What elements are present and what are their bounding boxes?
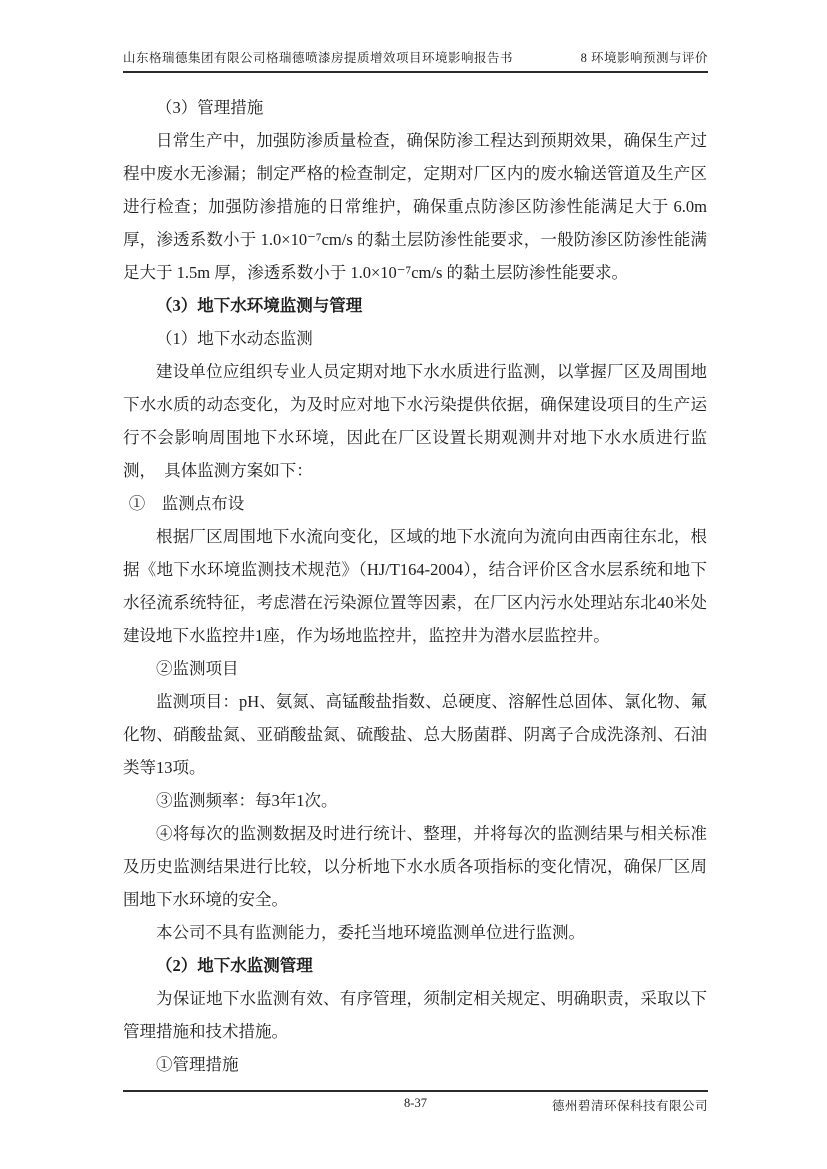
page-header	[123, 48, 708, 73]
page-number: 8-37	[404, 1096, 427, 1110]
list-item-admin-measures: ①管理措施	[156, 1055, 239, 1074]
list-item-monitoring-items: ②监测项目	[156, 659, 239, 678]
para-monitoring-data-analysis: ④将每次的监测数据及时进行统计、整理，并将每次的监测结果与相关标准及历史监测结果进行比较，以分析地下水水质各项指标的变化情况，确保厂区周围地下水环境的安全。	[123, 824, 707, 909]
document-body	[123, 91, 712, 1081]
heading-groundwater-monitoring-admin: （2）地下水监测管理	[156, 956, 313, 975]
page-footer	[123, 1090, 708, 1111]
para-monitoring-purpose: 建设单位应组织专业人员定期对地下水水质进行监测，以掌握厂区及周围地下水水质的动态变化，为及时应对地下水污染提供依据，确保建设项目的生产运行不会影响周围地下水环境，因此在厂区设置长期观测井对地下水水质进行监测， 具体监测方案如下：	[123, 362, 707, 480]
header-chapter-title: 8 环境影响预测与评价	[580, 51, 708, 65]
heading-groundwater-dynamic-monitoring: （1）地下水动态监测	[156, 329, 313, 348]
footer-company: 德州碧清环保科技有限公司	[551, 1099, 708, 1113]
heading-management-measures: （3）管理措施	[156, 98, 264, 117]
para-monitoring-point-detail: 根据厂区周围地下水流向变化，区域的地下水流向为流向由西南往东北，根据《地下水环境监测技术规范》（HJ/T164-2004），结合评价区含水层系统和地下水径流系统特征，考虑潜在污染源位置等因素，在厂区内污水处理站东北40米处建设地下水监控井1座，作为场地监控井，监控井为潜水层监控井。	[123, 527, 707, 645]
list-item-monitoring-frequency: ③监测频率：每3年1次。	[156, 791, 338, 810]
list-item-monitoring-point-layout: ① 监测点布设	[128, 494, 245, 513]
para-entrusted-monitoring: 本公司不具有监测能力，委托当地环境监测单位进行监测。	[156, 923, 585, 942]
para-monitoring-items-detail: 监测项目：pH、氨氮、高锰酸盐指数、总硬度、溶解性总固体、氯化物、氟化物、硝酸盐氮、亚硝酸盐氮、硫酸盐、总大肠菌群、阴离子合成洗涤剂、石油类等13项。	[123, 692, 707, 777]
para-monitoring-admin-intro: 为保证地下水监测有效、有序管理，须制定相关规定、明确职责，采取以下管理措施和技术措施。	[123, 989, 707, 1041]
header-report-title: 山东格瑞德集团有限公司格瑞德喷漆房提质增效项目环境影响报告书	[123, 51, 514, 65]
para-seepage-prevention: 日常生产中，加强防渗质量检查，确保防渗工程达到预期效果，确保生产过程中废水无渗漏；制定严格的检查制定，定期对厂区内的废水输送管道及生产区进行检查；加强防渗措施的日常维护，确保重点防渗区防渗性能满足大于 6.0m 厚，渗透系数小于 1.0×10⁻⁷cm/s 的黏土层防渗性能要求，一般防渗区防渗性能满足大于 1.5m 厚，渗透系数小于 1.0×10⁻⁷cm/s 的黏土层防渗性能要求。	[123, 131, 712, 282]
heading-groundwater-monitoring-management: （3）地下水环境监测与管理	[156, 296, 363, 315]
